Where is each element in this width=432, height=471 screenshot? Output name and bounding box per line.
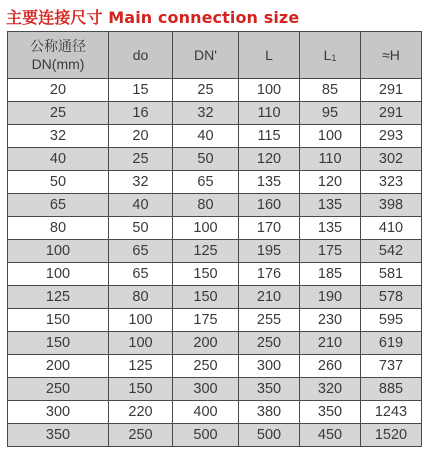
table-cell-h: 885 (361, 378, 422, 401)
table-header-row (8, 32, 422, 79)
table-cell-h: 619 (361, 332, 422, 355)
table-cell-h: 737 (361, 355, 422, 378)
table-cell-dn-prime: 250 (173, 355, 239, 378)
table-cell-do: 100 (109, 332, 173, 355)
table-cell-dn: 350 (8, 424, 109, 447)
table-cell-l1: 85 (300, 79, 361, 102)
table-row (8, 171, 422, 194)
table-cell-l1: 350 (300, 401, 361, 424)
table-cell-dn: 150 (8, 332, 109, 355)
table-cell-dn: 300 (8, 401, 109, 424)
table-cell-l1: 230 (300, 309, 361, 332)
table-cell-dn-prime: 150 (173, 263, 239, 286)
table-cell-do: 50 (109, 217, 173, 240)
table-cell-do: 65 (109, 263, 173, 286)
table-cell-dn-prime: 100 (173, 217, 239, 240)
table-cell-do: 40 (109, 194, 173, 217)
table-cell-l: 176 (239, 263, 300, 286)
table-cell-do: 32 (109, 171, 173, 194)
table-cell-h: 595 (361, 309, 422, 332)
table-cell-dn-prime: 50 (173, 148, 239, 171)
header-dn-prime: DN' (173, 32, 239, 79)
table-cell-dn: 100 (8, 240, 109, 263)
table-cell-l: 195 (239, 240, 300, 263)
table-cell-l: 110 (239, 102, 300, 125)
table-cell-l: 300 (239, 355, 300, 378)
table-row (8, 309, 422, 332)
table-cell-do: 65 (109, 240, 173, 263)
header-l: L (239, 32, 300, 79)
table-cell-h: 410 (361, 217, 422, 240)
table-cell-dn-prime: 200 (173, 332, 239, 355)
header-l1-sub: 1 (331, 53, 337, 63)
table-cell-l: 115 (239, 125, 300, 148)
table-cell-do: 25 (109, 148, 173, 171)
table-cell-dn-prime: 500 (173, 424, 239, 447)
table-cell-dn-prime: 300 (173, 378, 239, 401)
table-cell-dn-prime: 150 (173, 286, 239, 309)
table-cell-l: 250 (239, 332, 300, 355)
table-cell-l1: 95 (300, 102, 361, 125)
table-cell-dn-prime: 32 (173, 102, 239, 125)
table-cell-dn: 80 (8, 217, 109, 240)
table-cell-h: 323 (361, 171, 422, 194)
table-cell-do: 100 (109, 309, 173, 332)
table-cell-dn: 32 (8, 125, 109, 148)
table-cell-l: 350 (239, 378, 300, 401)
table-cell-dn-prime: 175 (173, 309, 239, 332)
table-cell-l1: 320 (300, 378, 361, 401)
table-cell-do: 20 (109, 125, 173, 148)
table-row (8, 240, 422, 263)
table-cell-l: 160 (239, 194, 300, 217)
table-cell-l1: 185 (300, 263, 361, 286)
table-cell-dn-prime: 65 (173, 171, 239, 194)
table-cell-dn-prime: 125 (173, 240, 239, 263)
table-row (8, 378, 422, 401)
table-cell-l: 255 (239, 309, 300, 332)
table-cell-h: 293 (361, 125, 422, 148)
table-cell-h: 398 (361, 194, 422, 217)
table-cell-dn: 125 (8, 286, 109, 309)
table-cell-l: 100 (239, 79, 300, 102)
table-cell-dn: 65 (8, 194, 109, 217)
table-row (8, 332, 422, 355)
table-cell-l1: 120 (300, 171, 361, 194)
table-cell-do: 220 (109, 401, 173, 424)
table-cell-l1: 100 (300, 125, 361, 148)
table-cell-do: 15 (109, 79, 173, 102)
table-cell-dn: 40 (8, 148, 109, 171)
table-cell-do: 250 (109, 424, 173, 447)
table-row (8, 148, 422, 171)
table-cell-l1: 135 (300, 217, 361, 240)
connection-size-table (7, 31, 422, 447)
header-l1 (300, 32, 361, 79)
table-cell-do: 125 (109, 355, 173, 378)
table-cell-l1: 110 (300, 148, 361, 171)
table-row (8, 125, 422, 148)
table-row (8, 355, 422, 378)
table-cell-h: 302 (361, 148, 422, 171)
table-cell-dn-prime: 40 (173, 125, 239, 148)
table-cell-do: 150 (109, 378, 173, 401)
table-cell-dn-prime: 80 (173, 194, 239, 217)
table-cell-dn: 50 (8, 171, 109, 194)
table-cell-dn: 100 (8, 263, 109, 286)
table-row (8, 286, 422, 309)
table-cell-l1: 260 (300, 355, 361, 378)
table-row (8, 79, 422, 102)
table-cell-l1: 450 (300, 424, 361, 447)
table-body (8, 79, 422, 447)
header-dn-line2: DN(mm) (31, 56, 85, 72)
page-title: 主要连接尺寸 Main connection size (6, 8, 300, 27)
table-row (8, 217, 422, 240)
header-do: do (109, 32, 173, 79)
table-cell-dn-prime: 400 (173, 401, 239, 424)
table-cell-dn: 150 (8, 309, 109, 332)
table-cell-l1: 135 (300, 194, 361, 217)
table-cell-h: 578 (361, 286, 422, 309)
table-cell-l: 135 (239, 171, 300, 194)
table-cell-h: 1243 (361, 401, 422, 424)
table-cell-dn-prime: 25 (173, 79, 239, 102)
header-h: ≈H (361, 32, 422, 79)
table-cell-l: 120 (239, 148, 300, 171)
table-cell-l1: 175 (300, 240, 361, 263)
table-cell-l: 210 (239, 286, 300, 309)
header-l1-base: L (323, 47, 332, 63)
table-cell-do: 80 (109, 286, 173, 309)
table-row (8, 424, 422, 447)
table-cell-l: 380 (239, 401, 300, 424)
table-row (8, 194, 422, 217)
table-cell-l1: 190 (300, 286, 361, 309)
table-row (8, 263, 422, 286)
table-cell-do: 16 (109, 102, 173, 125)
table-cell-dn: 250 (8, 378, 109, 401)
table-cell-l1: 210 (300, 332, 361, 355)
table-cell-h: 1520 (361, 424, 422, 447)
table-cell-l: 170 (239, 217, 300, 240)
table-row (8, 401, 422, 424)
table-cell-dn: 200 (8, 355, 109, 378)
table-cell-h: 581 (361, 263, 422, 286)
table-cell-dn: 25 (8, 102, 109, 125)
table-cell-h: 542 (361, 240, 422, 263)
table-cell-h: 291 (361, 79, 422, 102)
table-row (8, 102, 422, 125)
table-cell-dn: 20 (8, 79, 109, 102)
table-cell-l: 500 (239, 424, 300, 447)
header-dn-line1: 公称通径 (30, 38, 86, 54)
header-nominal-diameter (8, 32, 109, 79)
table-cell-h: 291 (361, 102, 422, 125)
